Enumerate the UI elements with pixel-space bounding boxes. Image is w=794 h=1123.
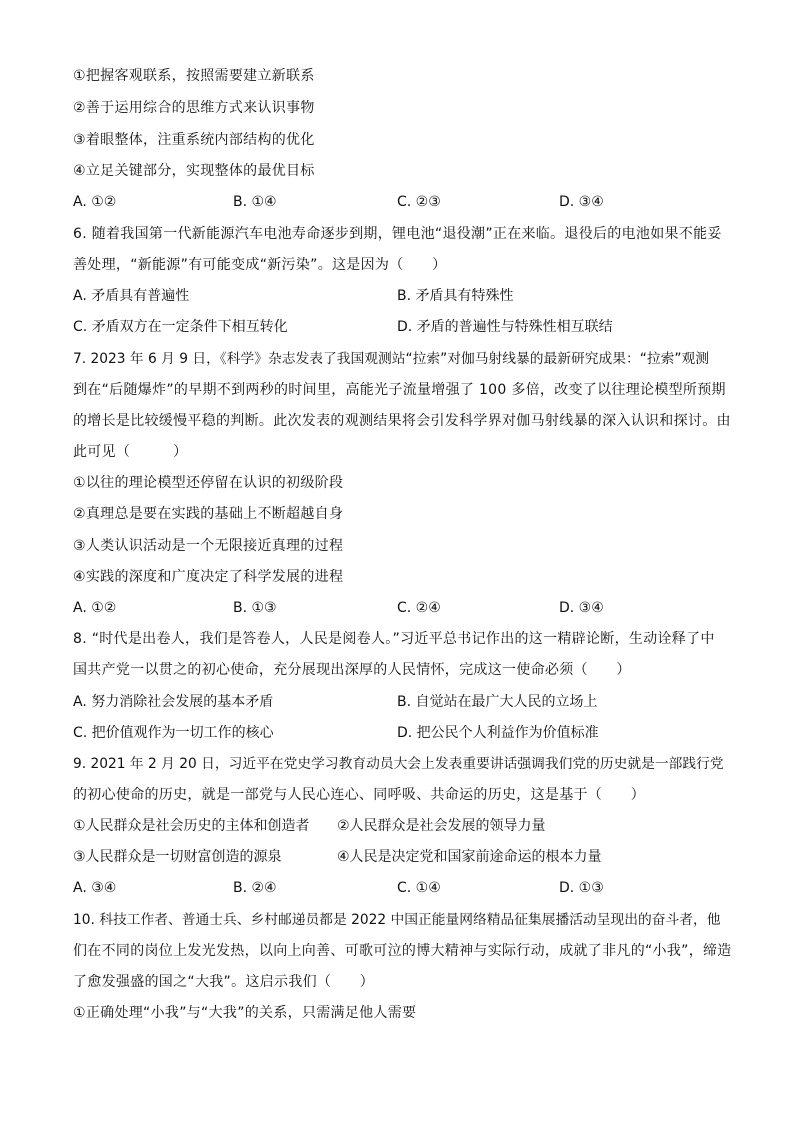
q7-statement-4: ④实践的深度和广度决定了科学发展的进程	[73, 569, 344, 585]
q10-stem-line-1: 10. 科技工作者、普通士兵、乡村邮递员都是 2022 中国正能量网络精品征集展播活动呈现出的奋斗者，他	[73, 912, 721, 928]
q6-option-d[interactable]: D. 矛盾的普遍性与特殊性相互联结	[397, 319, 613, 335]
q6-option-c[interactable]: C. 矛盾双方在一定条件下相互转化	[73, 319, 288, 335]
q7-statement-1: ①以往的理论模型还停留在认识的初级阶段	[73, 475, 344, 491]
q8-stem-line-2: 国共产党一以贯之的初心使命，充分展现出深厚的人民情怀，完成这一使命必须（ ）	[73, 662, 631, 678]
q9-option-b[interactable]: B. ②④	[233, 880, 277, 896]
q9-option-d[interactable]: D. ①③	[559, 880, 604, 896]
q7-stem-line-4: 此可见（ ）	[73, 444, 188, 460]
q7-statement-2: ②真理总是要在实践的基础上不断超越自身	[73, 506, 344, 522]
q6-stem-line-2: 善处理，“新能源”有可能变成“新污染”。这是因为（ ）	[73, 257, 447, 273]
q6-stem-line-1: 6. 随着我国第一代新能源汽车电池寿命逐步到期，锂电池“退役潮”正在来临。退役后的电池如果不能妥	[73, 226, 722, 242]
q5-statement-4: ④立足关键部分，实现整体的最优目标	[73, 163, 315, 179]
q5-statement-1: ①把握客观联系，按照需要建立新联系	[73, 68, 315, 84]
q10-stem-line-3: 了愈发强盛的国之“大我”。这启示我们（ ）	[73, 974, 375, 990]
q5-option-a[interactable]: A. ①②	[73, 194, 117, 210]
q9-statement-3: ③人民群众是一切财富创造的源泉	[73, 849, 282, 865]
q7-stem-line-2: 到在“后随爆炸”的早期不到两秒的时间里，高能光子流量增强了 100 多倍，改变了以往理论模型所预期	[73, 382, 726, 398]
q7-option-a[interactable]: A. ①②	[73, 600, 117, 616]
q7-statement-3: ③人类认识活动是一个无限接近真理的过程	[73, 538, 344, 554]
q7-stem-line-3: 的增长是比较缓慢平稳的判断。此次发表的观测结果将会引发科学界对伽马射线暴的深入认识和探讨。由	[73, 413, 731, 429]
q8-stem-line-1: 8. “时代是出卷人，我们是答卷人，人民是阅卷人。”习近平总书记作出的这一精辟论断，生动诠释了中	[73, 631, 715, 647]
q8-option-d[interactable]: D. 把公民个人利益作为价值标准	[397, 725, 599, 741]
q9-statement-1: ①人民群众是社会历史的主体和创造者	[73, 818, 310, 834]
q6-option-a[interactable]: A. 矛盾具有普遍性	[73, 288, 190, 304]
q9-option-a[interactable]: A. ③④	[73, 880, 117, 896]
q5-option-d[interactable]: D. ③④	[559, 194, 604, 210]
q10-statement-1: ①正确处理“小我”与“大我”的关系，只需满足他人需要	[73, 1005, 417, 1021]
q5-option-b[interactable]: B. ①④	[233, 194, 277, 210]
q9-statement-4: ④人民是决定党和国家前途命运的根本力量	[337, 849, 602, 865]
q7-option-b[interactable]: B. ①③	[233, 600, 277, 616]
q8-option-c[interactable]: C. 把价值观作为一切工作的核心	[73, 725, 274, 741]
q7-stem-line-1: 7. 2023 年 6 月 9 日，《科学》杂志发表了我国观测站“拉索”对伽马射线暴的最新研究成果：“拉索”观测	[73, 351, 709, 367]
q9-stem-line-1: 9. 2021 年 2 月 20 日，习近平在党史学习教育动员大会上发表重要讲话强调我们党的历史就是一部践行党	[73, 756, 724, 772]
q7-option-d[interactable]: D. ③④	[559, 600, 604, 616]
q5-statement-2: ②善于运用综合的思维方式来认识事物	[73, 100, 315, 116]
q8-option-b[interactable]: B. 自觉站在最广大人民的立场上	[397, 694, 598, 710]
q10-stem-line-2: 们在不同的岗位上发光发热，以向上向善、可歌可泣的博大精神与实际行动，成就了非凡的“小我”，缔造	[73, 943, 732, 959]
q9-stem-line-2: 的初心使命的历史，就是一部党与人民心连心、同呼吸、共命运的历史，这是基于（ ）	[73, 787, 645, 803]
q8-option-a[interactable]: A. 努力消除社会发展的基本矛盾	[73, 694, 274, 710]
q7-option-c[interactable]: C. ②④	[397, 600, 441, 616]
q5-statement-3: ③着眼整体，注重系统内部结构的优化	[73, 132, 315, 148]
q9-statement-2: ②人民群众是社会发展的领导力量	[337, 818, 546, 834]
q5-option-c[interactable]: C. ②③	[397, 194, 441, 210]
q9-option-c[interactable]: C. ①④	[397, 880, 441, 896]
q6-option-b[interactable]: B. 矛盾具有特殊性	[397, 288, 514, 304]
